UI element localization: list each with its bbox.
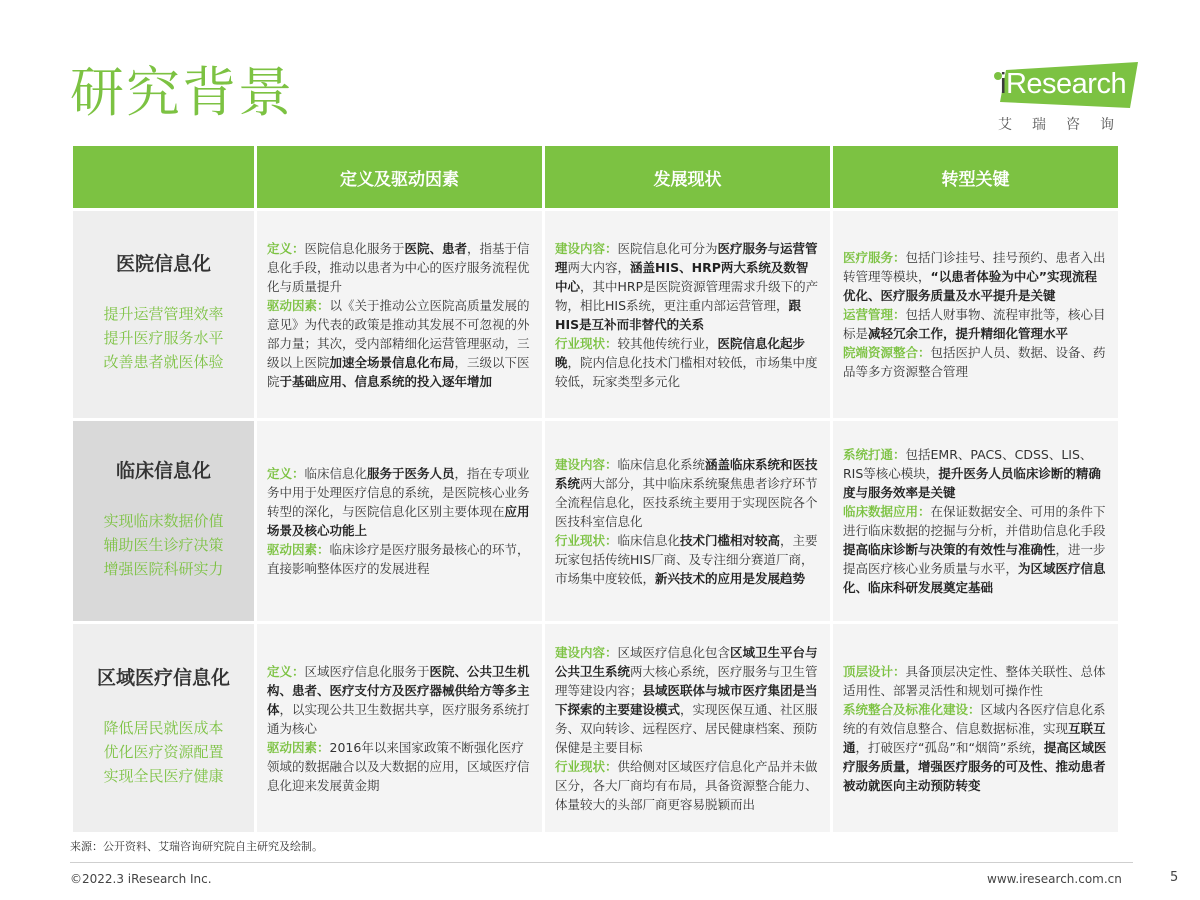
cell-text: 临床信息化 — [617, 532, 681, 548]
row-goal: 辅助医生诊疗决策 — [103, 535, 224, 554]
cell-keyword: 建设内容： — [555, 456, 618, 472]
cell-keyword: 系统整合及标准化建设： — [843, 701, 981, 717]
research-background-table — [70, 143, 1121, 835]
cell-text: ，指在专项业务中用于处理医疗信息的系统，是医院核心业务转型的深化，与医院信息化区别主要体现在 — [267, 466, 530, 519]
cell-text: 较其他传统行业， — [617, 335, 718, 351]
cell-text: ，实现医保互通、社区服务、双向转诊、远程医疗、居民健康档案、预防保健是主要目标 — [555, 701, 818, 755]
cell-emphasis: 涵盖HIS、HRP两大系统及数智中心 — [555, 259, 809, 294]
row-header — [73, 211, 254, 418]
table-cell — [545, 624, 830, 832]
cell-emphasis: 提升医务人员临床诊断的精确度与服务效率是关键 — [843, 466, 1101, 500]
cell-keyword: 建设内容： — [555, 644, 618, 660]
cell-emphasis: 于基础应用、信息系统的投入逐年增加 — [279, 373, 493, 389]
cell-emphasis: 医疗服务与运营管理 — [555, 240, 818, 275]
row-goal: 增强医院科研实力 — [103, 559, 224, 578]
cell-text: 2016年以来国家政策不断强化医疗领域的数据融合以及大数据的应用，区域医疗信息化迎来发展黄金期 — [267, 739, 530, 793]
cell-keyword: 驱动因素： — [267, 542, 330, 557]
cell-text: 以《关于推动公立医院高质量发展的意见》为代表的政策是推动其发展不可忽视的外部力量；其次，受内部精细化运营管理驱动，三级以上医院 — [267, 297, 530, 370]
cell-text: 包括医护人员、数据、设备、药品等多方资源整合管理 — [843, 345, 1106, 379]
cell-text: ，打破医疗“孤岛”和“烟筒”系统， — [855, 739, 1044, 755]
cell-emphasis: 减轻冗余工作，提升精细化管理水平 — [868, 326, 1069, 341]
row-title: 区域医疗信息化 — [96, 666, 230, 689]
cell-emphasis: 提高区域医疗服务质量，增强医疗服务的可及性、推动患者被动就医向主动预防转变 — [843, 739, 1107, 793]
cell-emphasis: 技术门槛相对较高 — [680, 532, 781, 548]
cell-text: ，主要玩家包括传统HIS厂商、及专注细分赛道厂商，市场集中度较低， — [555, 532, 818, 586]
cell-emphasis: 提高临床诊断与决策的有效性与准确性 — [843, 542, 1056, 557]
footer-copyright: ©2022.3 iResearch Inc. — [70, 872, 212, 886]
cell-text: ，院内信息化技术门槛相对较低，市场集中度较低，玩家类型多元化 — [555, 354, 818, 389]
logo-brand: Research — [1005, 68, 1127, 100]
cell-keyword: 定义： — [267, 663, 305, 679]
row-goal: 改善患者就医体验 — [103, 353, 224, 371]
cell-emphasis: 区域卫生平台与公共卫生系统 — [555, 644, 818, 679]
cell-keyword: 定义： — [267, 466, 305, 481]
row-goal: 提升运营管理效率 — [103, 305, 224, 323]
table-cell — [545, 211, 830, 418]
cell-keyword: 行业现状： — [555, 335, 618, 351]
cell-text: 医院信息化服务于 — [304, 240, 405, 256]
header-corner — [73, 146, 254, 208]
table-cell — [833, 211, 1118, 418]
logo-subtitle: 艾瑞咨询 — [998, 117, 1134, 133]
source-note: 来源：公开资料、艾瑞咨询研究院自主研究及绘制。 — [70, 840, 323, 853]
footer-website-link[interactable]: www.iresearch.com.cn — [987, 872, 1122, 886]
cell-text: 包括人财事物、流程审批等，核心目标是 — [843, 307, 1106, 341]
cell-text: 包括门诊挂号、挂号预约、患者入出转管理等模块， — [843, 250, 1106, 284]
cell-keyword: 驱动因素： — [267, 739, 330, 755]
cell-text: 包括EMR、PACS、CDSS、LIS、RIS等核心模块， — [843, 447, 1093, 481]
table-row — [73, 211, 1118, 418]
cell-emphasis: “以患者体验为中心”实现流程优化、医疗服务质量及水平提升是关键 — [843, 269, 1097, 303]
cell-text: 临床信息化系统 — [617, 456, 706, 472]
cell-emphasis: 涵盖临床系统和医技系统 — [555, 456, 818, 491]
cell-text: 区域医疗信息化服务于 — [304, 663, 430, 679]
cell-emphasis: 服务于医务人员 — [367, 466, 455, 481]
table-cell — [545, 421, 830, 621]
cell-text: 临床信息化 — [304, 466, 368, 481]
table-cell — [833, 624, 1118, 832]
cell-keyword: 驱动因素： — [267, 297, 330, 313]
cell-keyword: 定义： — [267, 240, 305, 256]
logo-green-banner — [990, 62, 1138, 108]
row-goal: 降低居民就医成本 — [103, 718, 224, 737]
row-goal: 优化医疗资源配置 — [103, 742, 224, 761]
cell-emphasis: 新兴技术的应用是发展趋势 — [655, 570, 806, 586]
table-row — [73, 624, 1118, 832]
header-status: 发展现状 — [545, 146, 830, 208]
cell-text: ，三级以下医院 — [267, 354, 530, 389]
cell-text: 供给侧对区域医疗信息化产品并未做区分，各大厂商均有布局，具备资源整合能力、体量较大的头部厂商更容易脱颖而出 — [555, 758, 818, 812]
cell-emphasis: 跟HIS是互补而非替代的关系 — [555, 297, 802, 332]
cell-text: 在保证数据安全、可用的条件下进行临床数据的挖掘与分析，并借助信息化手段 — [843, 504, 1106, 538]
row-goal: 提升医疗服务水平 — [103, 329, 224, 347]
cell-keyword: 顶层设计： — [843, 663, 906, 679]
row-header — [73, 624, 254, 832]
cell-text: 两大部分，其中临床系统聚焦患者诊疗环节全流程信息化，医技系统主要用于实现医院各个医技科室信息化 — [555, 475, 818, 529]
cell-text: ，进一步提高医疗核心业务质量与水平， — [843, 542, 1106, 576]
cell-text: 两大核心系统，医疗服务与卫生管理等建设内容； — [555, 663, 818, 698]
cell-text: ，以实现公共卫生数据共享，医疗服务系统打通为核心 — [267, 701, 530, 736]
table-row — [73, 421, 1118, 621]
cell-text: ，指基于信息化手段，推动以患者为中心的医疗服务流程优化与质量提升 — [267, 240, 530, 294]
table-cell — [257, 421, 542, 621]
cell-keyword: 院端资源整合： — [843, 345, 931, 360]
cell-emphasis: 为区域医疗信息化、临床科研发展奠定基础 — [843, 561, 1106, 595]
cell-emphasis: 医院、患者 — [404, 240, 468, 256]
row-title: 临床信息化 — [115, 459, 211, 482]
cell-text: 区域内各医疗信息化系统的有效信息整合、信息数据标准，实现 — [843, 701, 1106, 736]
cell-emphasis: 互联互通 — [843, 720, 1106, 755]
row-goal: 实现临床数据价值 — [103, 511, 224, 530]
cell-text: 医院信息化可分为 — [617, 240, 718, 256]
row-goal: 实现全民医疗健康 — [103, 766, 224, 785]
cell-keyword: 建设内容： — [555, 240, 618, 256]
footer-divider — [70, 862, 1133, 863]
table-cell — [257, 624, 542, 832]
row-title: 医院信息化 — [115, 253, 211, 275]
cell-keyword: 医疗服务： — [843, 250, 906, 265]
cell-emphasis: 加速全场景信息化布局 — [329, 354, 455, 370]
page-number: 5 — [1170, 870, 1179, 885]
cell-text: 具备顶层决定性、整体关联性、总体适用性、部署灵活性和规划可操作性 — [843, 663, 1106, 698]
page-title: 研究背景 — [70, 61, 294, 124]
cell-emphasis: 医院、公共卫生机构、患者、医疗支付方及医疗器械供给方等多主体 — [267, 663, 530, 717]
cell-keyword: 行业现状： — [555, 758, 618, 774]
cell-emphasis: 应用场景及核心功能上 — [267, 504, 530, 538]
row-header — [73, 421, 254, 621]
logo-i: i — [1000, 68, 1006, 100]
cell-keyword: 系统打通： — [843, 447, 906, 462]
cell-emphasis: 医院信息化起步晚 — [555, 335, 806, 370]
cell-emphasis: 县域医联体与城市医疗集团是当下探索的主要建设模式 — [555, 682, 818, 717]
cell-keyword: 临床数据应用： — [843, 504, 931, 519]
header-definition: 定义及驱动因素 — [257, 146, 542, 208]
table-cell — [833, 421, 1118, 621]
cell-keyword: 行业现状： — [555, 532, 618, 548]
header-key: 转型关键 — [833, 146, 1118, 208]
cell-keyword: 运营管理： — [843, 307, 906, 322]
cell-text: 临床诊疗是医疗服务最核心的环节，直接影响整体医疗的发展进程 — [267, 542, 530, 576]
cell-text: 区域医疗信息化包含 — [617, 644, 731, 660]
table-cell — [257, 211, 542, 418]
iresearch-logo — [990, 62, 1140, 134]
cell-text: ，其中HRP是医院资源管理需求升级下的产物，相比HIS系统，更注重内部运营管理， — [555, 278, 819, 313]
cell-text: 两大内容， — [567, 259, 631, 275]
